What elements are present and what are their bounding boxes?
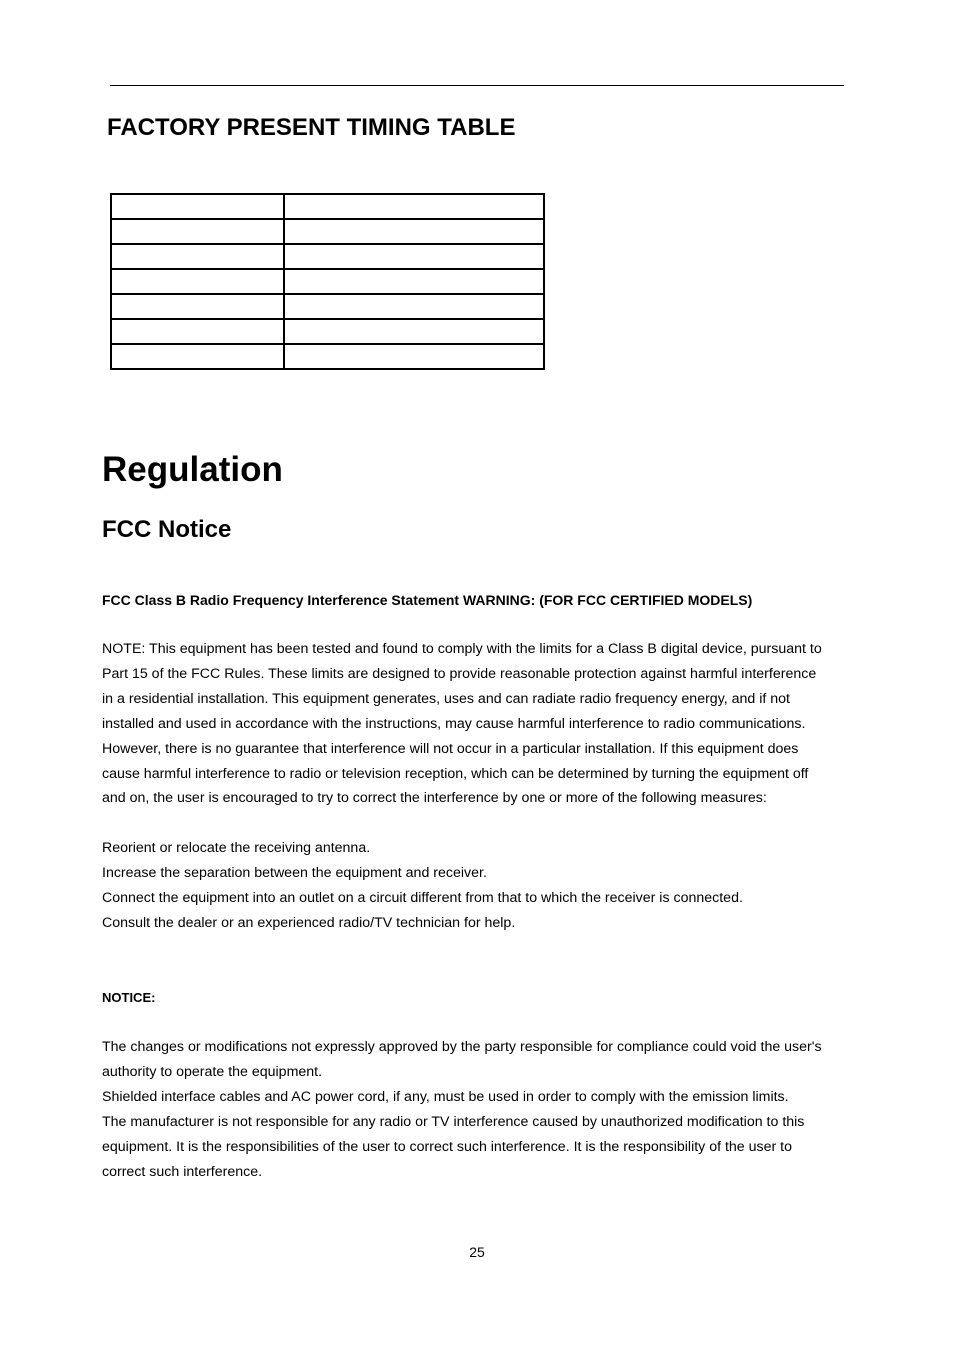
table-row bbox=[111, 194, 544, 219]
table-cell bbox=[111, 344, 284, 369]
fcc-note-paragraph bbox=[102, 637, 842, 811]
list-item: Consult the dealer or an experienced radio/TV technician for help. bbox=[102, 914, 516, 931]
list-item: Connect the equipment into an outlet on a circuit different from that to which the receiver is connected. bbox=[102, 889, 743, 906]
table-cell bbox=[284, 194, 544, 219]
header-rule bbox=[110, 85, 844, 86]
table-cell bbox=[284, 244, 544, 269]
note-line: NOTE: This equipment has been tested and found to comply with the limits for a Class B digital device, pursuant to bbox=[102, 641, 822, 657]
timing-table bbox=[110, 193, 545, 370]
table-cell bbox=[111, 219, 284, 244]
regulation-heading: Regulation bbox=[102, 450, 283, 489]
table-row bbox=[111, 344, 544, 369]
measures-list bbox=[102, 836, 842, 936]
notice-line: correct such interference. bbox=[102, 1163, 263, 1180]
notice-line: Shielded interface cables and AC power cord, if any, must be used in order to comply with the emission limits. bbox=[102, 1088, 789, 1105]
note-line: cause harmful interference to radio or television reception, which can be determined by turning the equipment off bbox=[102, 765, 809, 782]
table-cell bbox=[111, 319, 284, 344]
table-cell bbox=[284, 294, 544, 319]
list-item: Reorient or relocate the receiving antenna. bbox=[102, 840, 371, 856]
note-line: and on, the user is encouraged to try to correct the interference by one or more of the following measures: bbox=[102, 790, 767, 807]
notice-title: NOTICE: bbox=[102, 990, 156, 1005]
table-cell bbox=[111, 194, 284, 219]
notice-line: The manufacturer is not responsible for any radio or TV interference caused by unauthorized modification to this bbox=[102, 1113, 805, 1130]
table-row bbox=[111, 244, 544, 269]
page-number: 25 bbox=[469, 1244, 485, 1260]
table-cell bbox=[284, 269, 544, 294]
fcc-notice-heading: FCC Notice bbox=[102, 516, 232, 543]
notice-paragraph bbox=[102, 1035, 842, 1184]
table-row bbox=[111, 319, 544, 344]
note-line: installed and used in accordance with the instructions, may cause harmful interference to radio communications. bbox=[102, 715, 806, 732]
table-row bbox=[111, 294, 544, 319]
timing-table-title: FACTORY PRESENT TIMING TABLE bbox=[107, 114, 516, 141]
note-line: Part 15 of the FCC Rules. These limits are designed to provide reasonable protection against harmful interference bbox=[102, 665, 817, 682]
note-line: However, there is no guarantee that interference will not occur in a particular installation. If this equipment does bbox=[102, 740, 799, 757]
fcc-statement-title: FCC Class B Radio Frequency Interference Statement WARNING: (FOR FCC CERTIFIED MODELS) bbox=[102, 592, 753, 608]
note-line: in a residential installation. This equipment generates, uses and can radiate radio frequency energy, and if not bbox=[102, 690, 790, 707]
table-cell bbox=[284, 319, 544, 344]
table-row bbox=[111, 219, 544, 244]
notice-line: equipment. It is the responsibilities of the user to correct such interference. It is the responsibility of the user to bbox=[102, 1138, 793, 1155]
table-cell bbox=[284, 219, 544, 244]
table-cell bbox=[111, 294, 284, 319]
notice-line: authority to operate the equipment. bbox=[102, 1063, 323, 1080]
notice-line: The changes or modifications not expressly approved by the party responsible for compliance could void the user's bbox=[102, 1039, 822, 1055]
table-cell bbox=[111, 244, 284, 269]
table-row bbox=[111, 269, 544, 294]
list-item: Increase the separation between the equipment and receiver. bbox=[102, 864, 487, 881]
table-cell bbox=[284, 344, 544, 369]
table-cell bbox=[111, 269, 284, 294]
